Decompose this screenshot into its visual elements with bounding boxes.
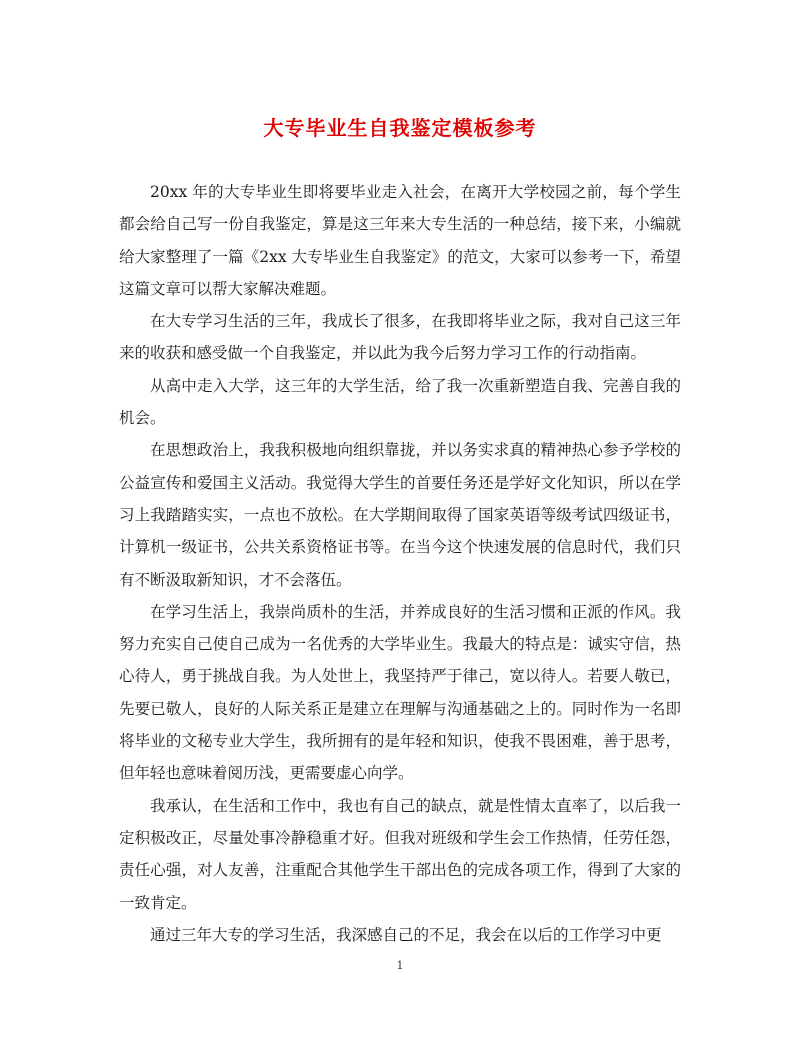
paragraph-politics-study: 在思想政治上，我我积极地向组织靠拢，并以务实求真的精神热心参予学校的公益宣传和爱国主义活动。我觉得大学生的首要任务还是学好文化知识，所以在学习上我踏踏实实，一点也不放松。在大学期间取得了国家英语等级考试四级证书，计算机一级证书，公共关系资格证书等。在当今这个快速发展的信息时代，我们只有不断汲取新知识，才不会落伍。 — [119, 441, 681, 589]
page-number: 1 — [396, 959, 404, 972]
document-body — [119, 176, 681, 951]
paragraph-high-school: 从高中走入大学，这三年的大学生活，给了我一次重新塑造自我、完善自我的机会。 — [119, 376, 681, 428]
paragraph-three-years: 在大专学习生活的三年，我成长了很多，在我即将毕业之际，我对自己这三年来的收获和感受做一个自我鉴定，并以此为我今后努力学习工作的行动指南。 — [119, 312, 681, 363]
paragraph-shortcomings: 我承认，在生活和工作中，我也有自己的缺点，就是性情太直率了，以后我一定积极改正，尽量处事冷静稳重才好。但我对班级和学生会工作热情，任劳任怨，责任心强，对人友善，注重配合其他学生干部出色的完成各项工作，得到了大家的一致肯定。 — [119, 796, 681, 912]
paragraph-conclusion: 通过三年大专的学习生活，我深感自己的不足，我会在以后的工作学习中更 — [150, 925, 662, 944]
paragraph-life: 在学习生活上，我崇尚质朴的生活，并养成良好的生活习惯和正派的作风。我努力充实自己使自己成为一名优秀的大学毕业生。我最大的特点是：诚实守信，热心待人，勇于挑战自我。为人处世上，我坚持严于律己，宽以待人。若要人敬已，先要已敬人，良好的人际关系正是建立在理解与沟通基础之上的。同时作为一名即将毕业的文秘专业大学生，我所拥有的是年轻和知识，使我不畏困难，善于思考，但年轻也意味着阅历浅，更需要虚心向学。 — [119, 602, 681, 783]
paragraph-intro: 20xx 年的大专毕业生即将要毕业走入社会，在离开大学校园之前，每个学生都会给自己写一份自我鉴定，算是这三年来大专生活的一种总结，接下来，小编就给大家整理了一篇《2xx 大专毕业生自我鉴定》的范文，大家可以参考一下，希望这篇文章可以帮大家解决难题。 — [119, 183, 681, 298]
document-title: 大专毕业生自我鉴定模板参考 — [263, 116, 537, 140]
